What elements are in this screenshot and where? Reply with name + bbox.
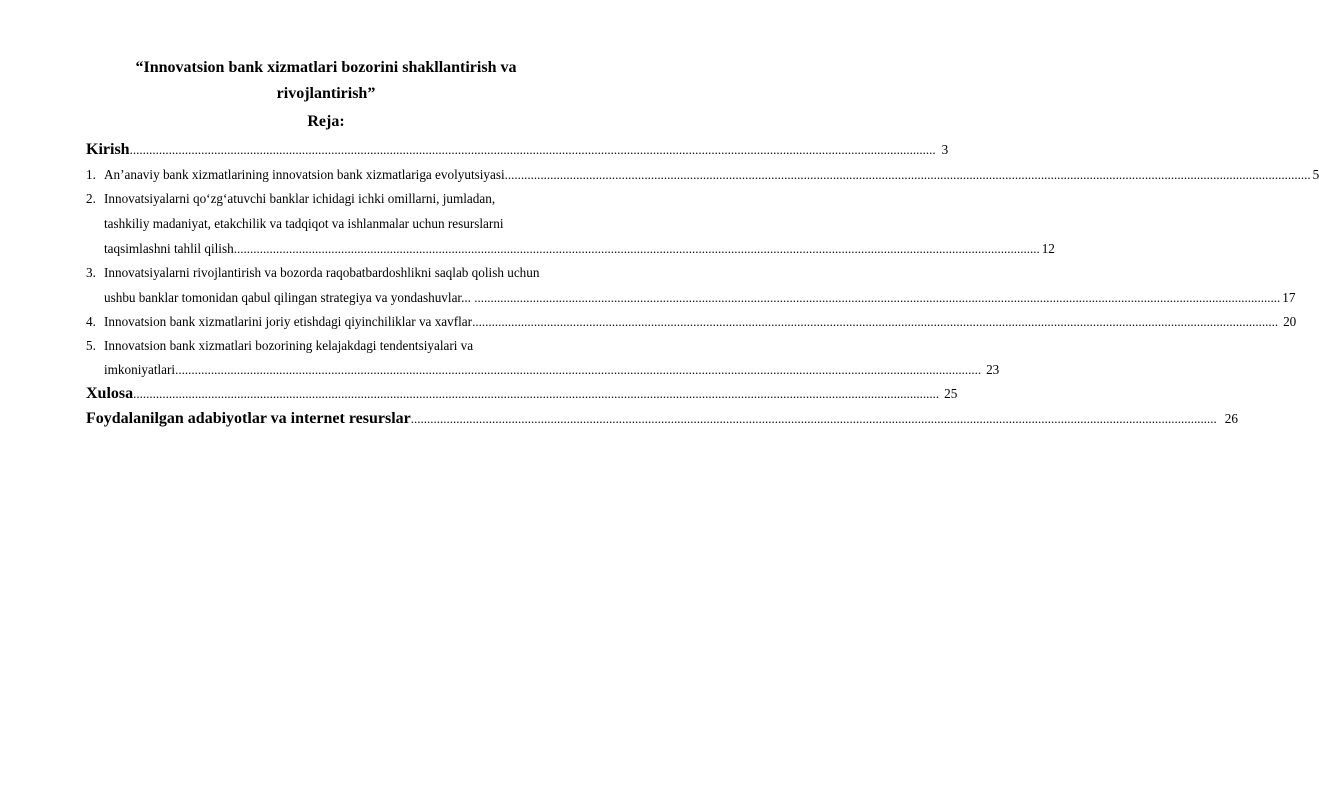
- toc-entry-xulosa: [86, 385, 958, 403]
- toc-label: Xulosa: [86, 385, 134, 402]
- toc-page-number: 25: [944, 386, 958, 401]
- plan-heading: Reja:: [307, 113, 345, 130]
- toc-label: Kirish: [86, 141, 130, 158]
- toc-entry-5-line-2: [104, 361, 1000, 379]
- toc-entry-kirish: [86, 141, 949, 159]
- toc-item-number: 3.: [86, 265, 96, 280]
- toc-entry-5: [86, 337, 570, 355]
- toc-page-number: 5: [1312, 167, 1319, 182]
- toc-entry-references: [86, 410, 1238, 428]
- toc-entry-2-line-3: [104, 240, 1055, 258]
- toc-leader-dots: [133, 385, 939, 403]
- toc-entry-4: [86, 313, 1297, 331]
- toc-item-number: 1.: [86, 167, 96, 182]
- toc-page-number: 26: [1224, 411, 1238, 426]
- toc-label: imkoniyatlari: [104, 362, 176, 377]
- toc-label: An’anaviy bank xizmatlarining innovatsion bank xizmatlariga evolyutsiyasi: [104, 167, 505, 182]
- toc-label: Foydalanilgan adabiyotlar va internet resurslar: [86, 410, 411, 427]
- toc-label: ushbu banklar tomonidan qabul qilingan strategiya va yondashuvlar...: [104, 290, 475, 305]
- toc-page-number: 3: [941, 142, 949, 157]
- toc-leader-dots: [411, 410, 1217, 428]
- toc-label: Innovatsion bank xizmatlari bozorining kelajakdagi tendentsiyalari va: [104, 338, 474, 353]
- toc-label: Innovatsion bank xizmatlarini joriy etishdagi qiyinchiliklar va xavflar: [104, 314, 473, 329]
- toc-page-number: 12: [1041, 241, 1055, 256]
- toc-item-number: 5.: [86, 338, 96, 353]
- toc-page-number: 23: [986, 362, 1000, 377]
- toc-item-number: 2.: [86, 191, 96, 206]
- toc-label: Innovatsiyalarni rivojlantirish va bozorda raqobatbardoshlikni saqlab qolish uchun: [104, 265, 540, 280]
- toc-label: Innovatsiyalarni qo‘zg‘atuvchi banklar ichidagi ichki omillarni, jumladan,: [104, 191, 496, 206]
- toc-entry-1: [86, 166, 1319, 184]
- document-title-line-2: rivojlantirish”: [276, 85, 376, 102]
- toc-leader-dots: [505, 166, 1311, 184]
- document-title-line-1: “Innovatsion bank xizmatlari bozorini shakllantirish va: [135, 59, 517, 76]
- toc-entry-2-line-2: tashkiliy madaniyat, etakchilik va tadqiqot va ishlanmalar uchun resurslarni: [104, 216, 504, 231]
- toc-leader-dots: [130, 141, 936, 159]
- toc-item-number: 4.: [86, 314, 96, 329]
- toc-leader-dots: [234, 240, 1040, 258]
- toc-leader-dots: [472, 313, 1278, 331]
- toc-page-number: 17: [1282, 290, 1296, 305]
- toc-entry-2: [86, 190, 570, 208]
- toc-page-number: 20: [1283, 314, 1297, 329]
- toc-entry-3-line-2: [104, 289, 1296, 307]
- toc-entry-3: [86, 264, 570, 282]
- toc-leader-dots: [175, 361, 981, 379]
- toc-label: taqsimlashni tahlil qilish: [104, 241, 234, 256]
- toc-leader-dots: [474, 289, 1280, 307]
